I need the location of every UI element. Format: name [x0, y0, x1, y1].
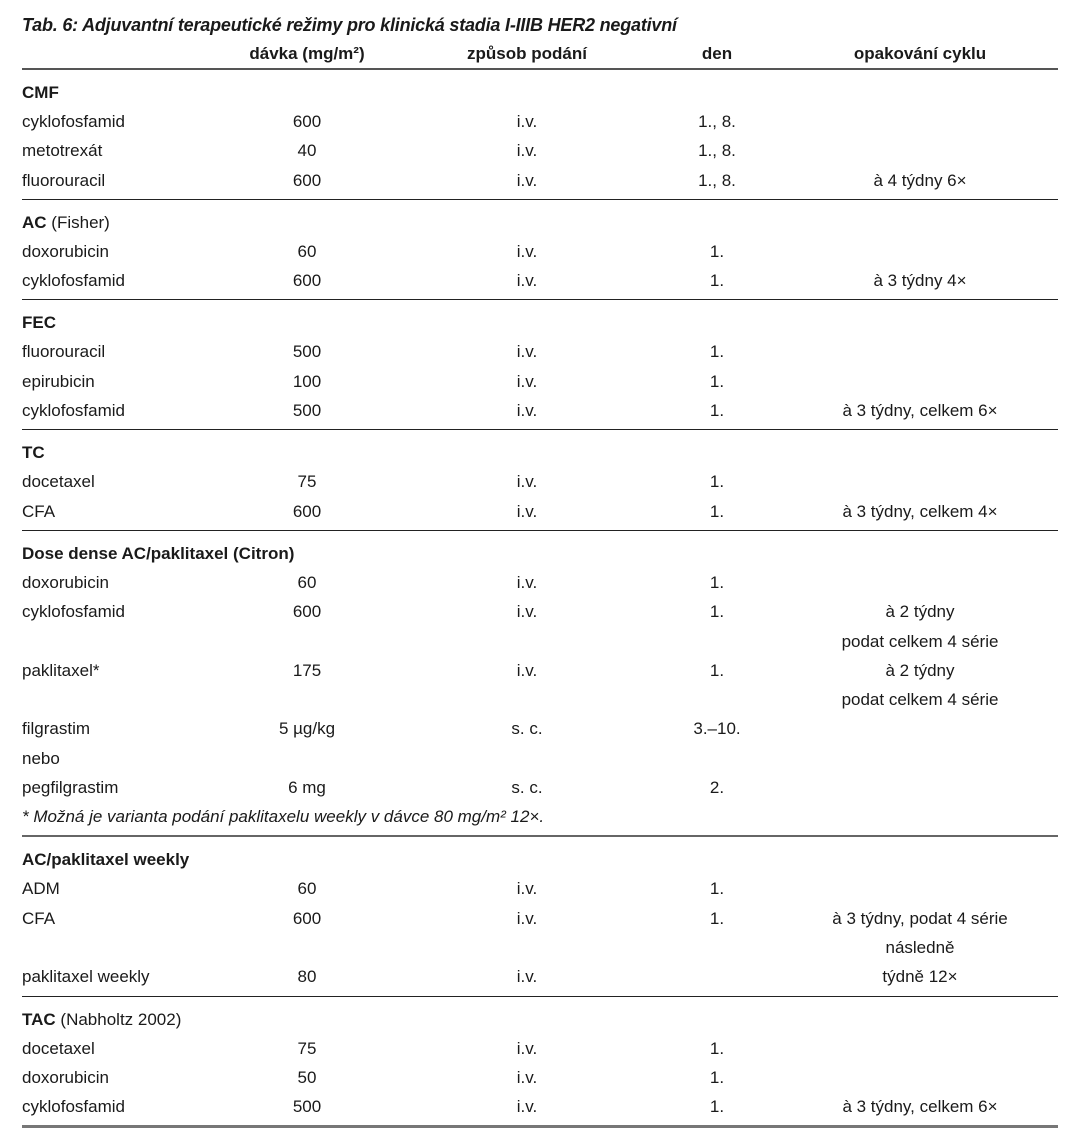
route-cell: i.v.: [516, 501, 538, 521]
cycle-cell: [782, 1034, 1058, 1063]
table-row: [22, 337, 1058, 366]
cycle-cell: à 3 týdny, celkem 6×: [842, 401, 998, 421]
cycle-cell: [782, 568, 1058, 597]
regimen-name: AC/paklitaxel weekly: [22, 850, 190, 870]
route-cell: i.v.: [516, 472, 538, 492]
table-row: [22, 744, 1058, 773]
dose-cell: 500: [292, 401, 322, 421]
drug-cell: doxorubicin: [22, 241, 109, 261]
cycle-cell: [782, 874, 1058, 903]
regimen-reference: (Nabholtz 2002): [55, 1009, 182, 1029]
day-cell: 1., 8.: [698, 141, 736, 161]
regimen-title: [22, 438, 1058, 467]
route-cell: i.v.: [516, 572, 538, 592]
table-row: [22, 773, 1058, 802]
day-cell: 1.: [709, 908, 725, 928]
route-cell: i.v.: [516, 112, 538, 131]
table-row: [22, 962, 1058, 991]
regimen-section: [22, 300, 1058, 430]
route-cell: i.v.: [516, 602, 538, 622]
table-row: [22, 1063, 1058, 1092]
route-cell: i.v.: [516, 1067, 538, 1087]
regimen-section: [22, 200, 1058, 301]
document-page: [22, 10, 1058, 1128]
dose-cell: 5 µg/kg: [278, 719, 336, 739]
drug-cell: cyklofosfamid: [22, 1097, 125, 1117]
table-row: [22, 107, 1058, 136]
route-cell: i.v.: [516, 908, 538, 928]
table-row: [22, 497, 1058, 526]
day-cell: 1.: [709, 271, 725, 291]
regimen-section: [22, 430, 1058, 531]
regimen-name: AC: [22, 212, 47, 232]
table-row: [22, 874, 1058, 903]
header-day: den: [701, 44, 733, 63]
day-cell: [652, 962, 782, 991]
cycle-cell: à 3 týdny 4×: [873, 271, 967, 291]
table-row: [22, 367, 1058, 396]
day-cell: 1.: [709, 879, 725, 899]
drug-cell: paklitaxel weekly: [22, 967, 150, 987]
route-cell: i.v.: [516, 401, 538, 421]
table-row: [22, 1034, 1058, 1063]
day-cell: 1.: [709, 342, 725, 362]
day-cell: 1.: [709, 660, 725, 680]
table-row: [22, 237, 1058, 266]
regimen-section: [22, 70, 1058, 200]
drug-cell: cyklofosfamid: [22, 271, 125, 291]
drug-cell: fluorouracil: [22, 342, 106, 362]
regimen-reference: (Fisher): [46, 212, 110, 232]
table-row: [22, 568, 1058, 597]
regimen-title: [22, 845, 1058, 874]
header-route: způsob podání: [467, 44, 587, 63]
route-cell: i.v.: [516, 170, 538, 190]
table-header: [22, 40, 1058, 70]
regimen-title: [22, 539, 1058, 568]
cycle-cell: à 3 týdny, celkem 6×: [842, 1097, 998, 1117]
drug-cell: docetaxel: [22, 1038, 95, 1058]
route-cell: i.v.: [516, 1097, 538, 1117]
drug-cell: cyklofosfamid: [22, 401, 125, 421]
regimen-title: [22, 308, 1058, 337]
route-cell: i.v.: [516, 141, 538, 161]
dose-cell: 600: [292, 501, 322, 521]
dose-cell: 600: [292, 112, 322, 131]
table-row: [22, 714, 1058, 743]
day-cell: 1.: [709, 241, 725, 261]
route-cell: i.v.: [516, 1038, 538, 1058]
route-cell: i.v.: [516, 660, 538, 680]
day-cell: 1.: [709, 602, 725, 622]
footnote: * Možná je varianta podání paklitaxelu weekly v dávce 80 mg/m² 12×.: [22, 807, 545, 827]
dose-cell: 6 mg: [288, 778, 326, 798]
table-row: [22, 396, 1058, 425]
drug-cell: doxorubicin: [22, 572, 109, 592]
route-cell: i.v.: [516, 967, 538, 987]
drug-cell: ADM: [22, 879, 60, 899]
cycle-cell: [782, 467, 1058, 496]
dose-cell: 75: [297, 472, 317, 492]
day-cell: 1., 8.: [698, 112, 736, 131]
cycle-cell: à 4 týdny 6×: [873, 170, 967, 190]
dose-cell: 600: [292, 271, 322, 291]
regimen-name: FEC: [22, 313, 56, 333]
drug-cell: CFA: [22, 908, 56, 928]
header-cycle: opakování cyklu: [853, 44, 987, 63]
day-cell: 1.: [709, 1097, 725, 1117]
cycle-cell: [782, 367, 1058, 396]
route-cell: s. c.: [511, 778, 543, 798]
table-body: [22, 70, 1058, 1128]
table-row: [22, 597, 1058, 656]
day-cell: 1.: [709, 572, 725, 592]
regimen-name: Dose dense AC/paklitaxel (Citron): [22, 543, 295, 563]
regimen-section: [22, 837, 1058, 996]
drug-cell: pegfilgrastim: [22, 778, 119, 798]
regimen-title: [22, 208, 1058, 237]
regimen-name: TAC: [22, 1009, 56, 1029]
day-cell: 2.: [709, 778, 725, 798]
dose-cell: 40: [297, 141, 317, 161]
cycle-cell: [782, 744, 1058, 773]
table-row: [22, 467, 1058, 496]
regimen-section: [22, 531, 1058, 837]
cycle-cell: à 3 týdny, podat 4 série následně: [832, 908, 1008, 957]
cycle-cell: týdně 12×: [882, 967, 958, 987]
cycle-cell: [782, 136, 1058, 165]
table-row: [22, 904, 1058, 963]
route-cell: [402, 744, 652, 773]
header-dose: dávka (mg/m²): [249, 44, 365, 63]
route-cell: i.v.: [516, 879, 538, 899]
drug-cell: docetaxel: [22, 472, 95, 492]
cycle-cell: [782, 714, 1058, 743]
cycle-cell: [782, 773, 1058, 802]
dose-cell: 100: [292, 371, 322, 391]
drug-cell: fluorouracil: [22, 170, 106, 190]
dose-cell: 600: [292, 602, 322, 622]
route-cell: i.v.: [516, 271, 538, 291]
regimen-name: TC: [22, 443, 45, 463]
dose-cell: 600: [292, 908, 322, 928]
route-cell: s. c.: [511, 719, 543, 739]
cycle-cell: à 2 týdny podat celkem 4 série: [841, 660, 999, 710]
route-cell: i.v.: [516, 342, 538, 362]
drug-cell: filgrastim: [22, 719, 91, 739]
day-cell: 1.: [709, 371, 725, 391]
route-cell: i.v.: [516, 241, 538, 261]
table-row: [22, 136, 1058, 165]
cycle-cell: [782, 1063, 1058, 1092]
dose-cell: 175: [292, 660, 322, 680]
dose-cell: 60: [297, 241, 317, 261]
day-cell: 1.: [709, 501, 725, 521]
dose-cell: 75: [297, 1038, 317, 1058]
dose-cell: 60: [297, 572, 317, 592]
drug-cell: cyklofosfamid: [22, 602, 125, 622]
drug-cell: epirubicin: [22, 371, 95, 391]
drug-cell: metotrexát: [22, 141, 103, 161]
cycle-cell: [782, 337, 1058, 366]
regimen-name: CMF: [22, 83, 59, 102]
regimen-title: [22, 1005, 1058, 1034]
day-cell: 1.: [709, 1067, 725, 1087]
dose-cell: 500: [292, 1097, 322, 1117]
table-row: [22, 166, 1058, 195]
route-cell: i.v.: [516, 371, 538, 391]
header-drug: [22, 40, 212, 68]
day-cell: 3.–10.: [693, 719, 741, 739]
cycle-cell: à 2 týdny podat celkem 4 série: [841, 602, 999, 651]
dose-cell: 500: [292, 342, 322, 362]
cycle-cell: à 3 týdny, celkem 4×: [842, 501, 998, 521]
drug-cell: paklitaxel*: [22, 660, 100, 680]
day-cell: [652, 744, 782, 773]
dose-cell: 80: [297, 967, 317, 987]
day-cell: 1.: [709, 401, 725, 421]
day-cell: 1.: [709, 1038, 725, 1058]
table-title: Tab. 6: Adjuvantní terapeutické režimy pro klinická stadia I-IIIB HER2 negativní: [22, 15, 677, 35]
table-row: [22, 1092, 1058, 1121]
cycle-cell: [782, 107, 1058, 136]
table-row: [22, 266, 1058, 295]
table-row: [22, 656, 1058, 715]
dose-cell: 600: [292, 170, 322, 190]
dose-cell: 50: [297, 1067, 317, 1087]
drug-cell: cyklofosfamid: [22, 112, 125, 131]
regimen-section: [22, 997, 1058, 1129]
drug-cell: nebo: [22, 748, 60, 768]
cycle-cell: [782, 237, 1058, 266]
day-cell: 1.: [709, 472, 725, 492]
regimen-title: [22, 78, 1058, 107]
dose-cell: [212, 744, 402, 773]
dose-cell: 60: [297, 879, 317, 899]
drug-cell: CFA: [22, 501, 56, 521]
drug-cell: doxorubicin: [22, 1067, 109, 1087]
day-cell: 1., 8.: [698, 170, 736, 190]
